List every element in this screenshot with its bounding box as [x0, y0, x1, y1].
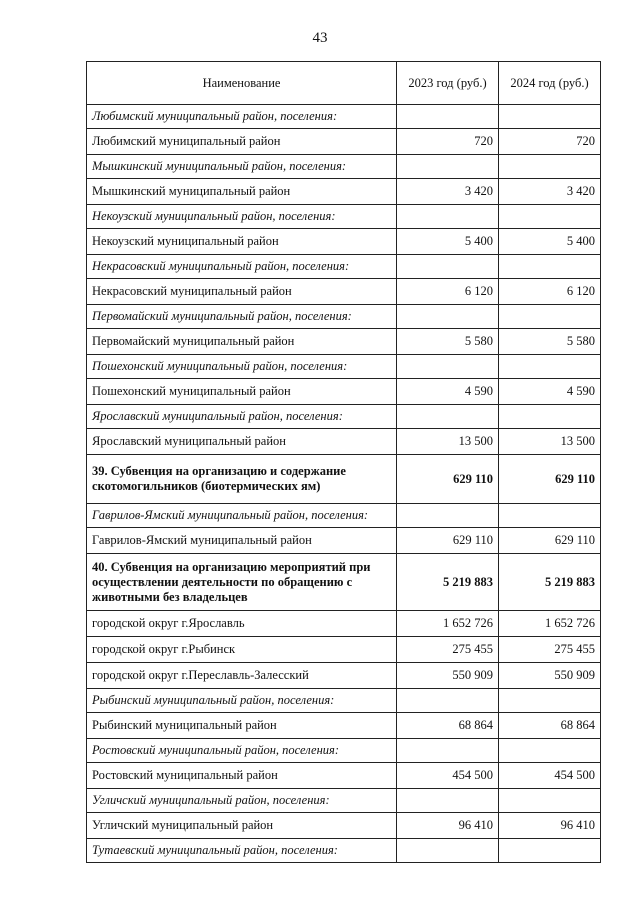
row-2023-cell: 6 120 — [397, 279, 499, 305]
row-2023-cell: 275 455 — [397, 637, 499, 663]
table-row — [87, 689, 601, 713]
row-name-cell: Ярославский муниципальный район — [87, 429, 397, 455]
page-number: 43 — [312, 30, 328, 46]
row-2023-cell: 1 652 726 — [397, 611, 499, 637]
table-row — [87, 279, 601, 305]
header-2023: 2023 год (руб.) — [397, 62, 499, 105]
row-2024-cell: 6 120 — [499, 279, 601, 305]
row-2023-cell: 629 110 — [397, 528, 499, 554]
row-2024-cell: 454 500 — [499, 763, 601, 789]
row-name-cell: Первомайский муниципальный район, поселения: — [87, 305, 397, 329]
row-2024-cell: 629 110 — [499, 455, 601, 504]
table-row — [87, 813, 601, 839]
header-2024: 2024 год (руб.) — [499, 62, 601, 105]
row-2023-cell — [397, 155, 499, 179]
row-name-cell: Ростовский муниципальный район — [87, 763, 397, 789]
table-row — [87, 839, 601, 863]
row-name-cell: Первомайский муниципальный район — [87, 329, 397, 355]
row-2024-cell: 275 455 — [499, 637, 601, 663]
table-row — [87, 179, 601, 205]
table-row — [87, 355, 601, 379]
header-name: Наименование — [87, 62, 397, 105]
row-2023-cell: 13 500 — [397, 429, 499, 455]
table-row — [87, 739, 601, 763]
table-row — [87, 763, 601, 789]
row-name-cell: Ростовский муниципальный район, поселения: — [87, 739, 397, 763]
row-2023-cell — [397, 504, 499, 528]
row-2024-cell: 629 110 — [499, 528, 601, 554]
row-2024-cell — [499, 405, 601, 429]
row-name-cell: городской округ г.Переславль-Залесский — [87, 663, 397, 689]
table-row — [87, 504, 601, 528]
row-name-cell: 39. Субвенция на организацию и содержание скотомогильников (биотермических ям) — [87, 455, 397, 504]
row-2023-cell: 4 590 — [397, 379, 499, 405]
row-name-cell: Рыбинский муниципальный район — [87, 713, 397, 739]
table-row — [87, 229, 601, 255]
row-2024-cell: 96 410 — [499, 813, 601, 839]
table-row — [87, 455, 601, 504]
row-name-cell: Угличский муниципальный район, поселения: — [87, 789, 397, 813]
row-2023-cell — [397, 305, 499, 329]
row-name-cell: Ярославский муниципальный район, поселения: — [87, 405, 397, 429]
row-2024-cell: 68 864 — [499, 713, 601, 739]
table-row — [87, 129, 601, 155]
row-2024-cell: 550 909 — [499, 663, 601, 689]
row-2024-cell — [499, 355, 601, 379]
row-2023-cell — [397, 689, 499, 713]
row-name-cell: Некоузский муниципальный район — [87, 229, 397, 255]
table-row — [87, 528, 601, 554]
table-row — [87, 155, 601, 179]
row-name-cell: Рыбинский муниципальный район, поселения: — [87, 689, 397, 713]
table-row — [87, 379, 601, 405]
row-name-cell: Мышкинский муниципальный район — [87, 179, 397, 205]
table-row — [87, 405, 601, 429]
table-row — [87, 713, 601, 739]
row-2023-cell — [397, 405, 499, 429]
row-name-cell: Мышкинский муниципальный район, поселения: — [87, 155, 397, 179]
table-row — [87, 255, 601, 279]
row-name-cell: Гаврилов-Ямский муниципальный район — [87, 528, 397, 554]
row-2023-cell: 629 110 — [397, 455, 499, 504]
row-name-cell: городской округ г.Рыбинск — [87, 637, 397, 663]
row-2023-cell — [397, 105, 499, 129]
row-2024-cell — [499, 789, 601, 813]
table-row — [87, 205, 601, 229]
table-row — [87, 429, 601, 455]
row-2024-cell: 3 420 — [499, 179, 601, 205]
row-name-cell: Любимский муниципальный район — [87, 129, 397, 155]
row-2023-cell: 5 580 — [397, 329, 499, 355]
row-2023-cell: 720 — [397, 129, 499, 155]
row-2023-cell: 5 400 — [397, 229, 499, 255]
table-row — [87, 663, 601, 689]
row-2023-cell: 68 864 — [397, 713, 499, 739]
row-2023-cell: 454 500 — [397, 763, 499, 789]
row-2023-cell — [397, 355, 499, 379]
row-2023-cell — [397, 205, 499, 229]
row-2024-cell: 5 400 — [499, 229, 601, 255]
row-2023-cell: 550 909 — [397, 663, 499, 689]
row-name-cell: Угличский муниципальный район — [87, 813, 397, 839]
row-2024-cell — [499, 689, 601, 713]
table-row — [87, 637, 601, 663]
row-2023-cell — [397, 839, 499, 863]
row-2024-cell — [499, 739, 601, 763]
row-name-cell: Некоузский муниципальный район, поселения: — [87, 205, 397, 229]
row-2023-cell: 3 420 — [397, 179, 499, 205]
row-2024-cell: 5 580 — [499, 329, 601, 355]
row-2024-cell — [499, 255, 601, 279]
table-header-row — [87, 62, 601, 105]
row-2023-cell — [397, 255, 499, 279]
row-name-cell: Гаврилов-Ямский муниципальный район, поселения: — [87, 504, 397, 528]
row-2024-cell — [499, 105, 601, 129]
table-row — [87, 305, 601, 329]
table-row — [87, 789, 601, 813]
table-row — [87, 611, 601, 637]
row-2024-cell — [499, 155, 601, 179]
row-2024-cell — [499, 839, 601, 863]
row-name-cell: Любимский муниципальный район, поселения: — [87, 105, 397, 129]
table-body — [87, 105, 601, 863]
row-2024-cell: 720 — [499, 129, 601, 155]
row-name-cell: Тутаевский муниципальный район, поселения: — [87, 839, 397, 863]
row-2023-cell — [397, 789, 499, 813]
row-name-cell: Пошехонский муниципальный район — [87, 379, 397, 405]
row-2023-cell: 96 410 — [397, 813, 499, 839]
row-name-cell: городской округ г.Ярославль — [87, 611, 397, 637]
row-2024-cell — [499, 205, 601, 229]
row-2023-cell: 5 219 883 — [397, 554, 499, 611]
row-2024-cell: 4 590 — [499, 379, 601, 405]
budget-table — [86, 61, 601, 863]
table-row — [87, 554, 601, 611]
row-name-cell: Пошехонский муниципальный район, поселения: — [87, 355, 397, 379]
table-row — [87, 329, 601, 355]
row-2024-cell: 5 219 883 — [499, 554, 601, 611]
row-2023-cell — [397, 739, 499, 763]
row-2024-cell: 1 652 726 — [499, 611, 601, 637]
row-name-cell: Некрасовский муниципальный район — [87, 279, 397, 305]
row-name-cell: Некрасовский муниципальный район, поселения: — [87, 255, 397, 279]
row-2024-cell: 13 500 — [499, 429, 601, 455]
table-row — [87, 105, 601, 129]
row-2024-cell — [499, 305, 601, 329]
row-2024-cell — [499, 504, 601, 528]
row-name-cell: 40. Субвенция на организацию мероприятий при осуществлении деятельности по обращению с животными без владельцев — [87, 554, 397, 611]
